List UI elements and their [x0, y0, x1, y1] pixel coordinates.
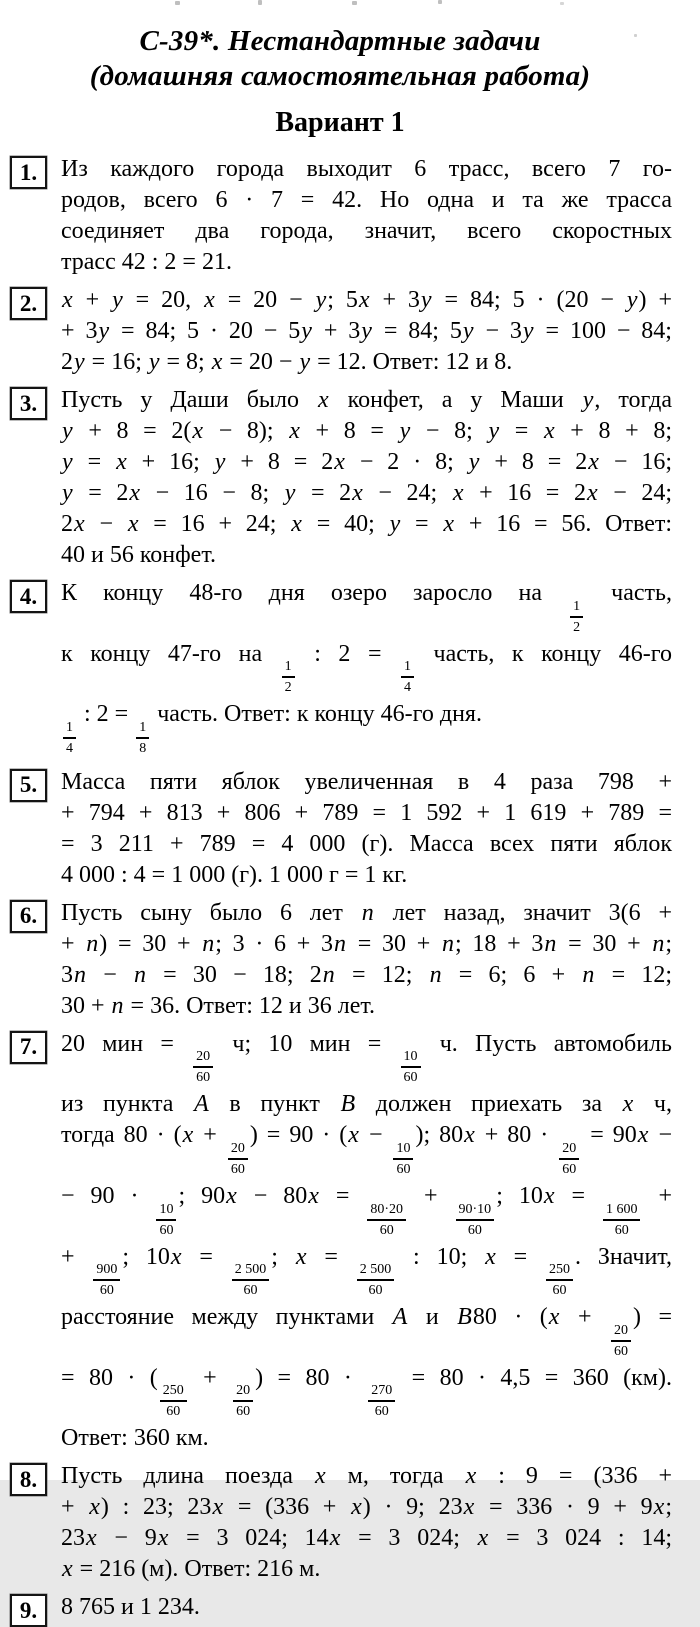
scan-artifact	[175, 1, 180, 5]
math-variable: y	[626, 287, 638, 313]
fraction-numerator: 80·20	[367, 1202, 406, 1221]
solution-line: Масса пяти яблок увеличенная в 4 раза 798 +	[61, 768, 672, 795]
solution-line: + 3y = 84; 5 · 20 − 5y + 3y = 84; 5y − 3y = 100 − 84;	[61, 318, 672, 344]
fraction-numerator: 10	[393, 1141, 413, 1160]
fraction	[193, 1049, 213, 1085]
math-variable: y	[488, 418, 500, 444]
fraction-numerator: 20	[559, 1141, 579, 1160]
problem-number: 7.	[19, 1034, 38, 1060]
math-variable: x	[637, 1122, 649, 1149]
problem-number-box	[10, 900, 47, 933]
variant-heading: Вариант 1	[275, 107, 405, 138]
problem-number: 1.	[19, 159, 38, 185]
math-variable: x	[588, 449, 599, 475]
problem-number-box	[10, 387, 47, 420]
fraction-denominator: 60	[374, 1404, 389, 1420]
math-variable: x	[127, 511, 139, 537]
fraction	[136, 720, 149, 756]
problem-solution-text	[61, 1029, 672, 1455]
solution-line: Пусть сыну было 6 лет n лет назад, значит 3(6 +	[61, 899, 672, 926]
math-variable: x	[465, 1463, 477, 1490]
solution-line: соединяет два города, значит, всего скоростных	[61, 218, 672, 244]
fraction-numerator: 1	[136, 720, 149, 739]
math-variable: x	[89, 1494, 100, 1521]
math-variable: y	[468, 449, 480, 475]
problem-item-5	[8, 767, 672, 891]
fraction-denominator: 60	[613, 1343, 628, 1359]
problem-item-4	[8, 578, 672, 760]
scan-artifact	[352, 1, 357, 5]
solution-line: 2x − x = 16 + 24; x = 40; y = x + 16 = 56. Ответ:	[61, 511, 673, 537]
problem-number-box	[10, 580, 47, 613]
problem-solution-text	[61, 1461, 672, 1585]
fraction	[63, 720, 76, 756]
math-variable: n	[322, 961, 335, 988]
problem-number-box	[10, 769, 47, 802]
math-variable: x	[157, 1525, 169, 1552]
math-variable: x	[586, 480, 598, 506]
fraction	[559, 1141, 579, 1177]
fraction	[357, 1262, 395, 1298]
math-variable: x	[334, 449, 345, 475]
scan-artifact	[560, 2, 564, 5]
fraction-numerator: 20	[228, 1141, 248, 1160]
fraction-numerator: 1 600	[603, 1202, 641, 1221]
fraction	[160, 1383, 187, 1419]
problem-number: 5.	[19, 772, 38, 798]
problem-item-6	[8, 898, 672, 1022]
solution-line: 3n − n = 30 − 18; 2n = 12; n = 6; 6 + n = 12;	[61, 961, 673, 988]
solution-line: 2y = 16; y = 8; x = 20 − y = 12. Ответ: 12 и 8.	[61, 349, 513, 375]
solution-line: y = x + 16; y + 8 = 2x − 2 · 8; y + 8 = 2x − 16;	[62, 449, 672, 475]
scan-artifact	[438, 0, 442, 4]
solution-line: = 3 211 + 789 = 4 000 (г). Масса всех пяти яблок	[61, 830, 672, 857]
math-variable: x	[86, 1525, 97, 1552]
fraction-numerator: 900	[93, 1262, 120, 1281]
math-variable: y	[112, 287, 123, 313]
fraction	[232, 1262, 270, 1298]
math-variable: y	[98, 318, 110, 344]
solution-line: родов, всего 6 · 7 = 42. Но одна и та же трасса	[61, 187, 672, 213]
solution-line: из пункта A в пункт B должен приехать за x ч,	[61, 1091, 672, 1118]
math-variable: n	[74, 961, 86, 988]
solution-line: Ответ: 360 км.	[61, 1425, 209, 1452]
math-variable: n	[111, 992, 124, 1019]
problem-item-9	[8, 1592, 672, 1627]
fraction-numerator: 90·10	[456, 1202, 495, 1221]
math-variable: B	[340, 1091, 356, 1118]
problem-number-box	[10, 1594, 47, 1627]
math-variable: A	[392, 1304, 408, 1331]
math-variable: x	[548, 1304, 560, 1331]
math-variable: x	[622, 1091, 634, 1118]
solution-line: 40 и 56 конфет.	[61, 542, 217, 568]
solution-line: 23x − 9x = 3 024; 14x = 3 024; x = 3 024 : 14;	[61, 1525, 673, 1552]
fraction-numerator: 2 500	[232, 1262, 270, 1281]
problem-solution-text	[61, 154, 672, 278]
fraction-denominator: 60	[236, 1404, 251, 1420]
fraction-denominator: 60	[379, 1222, 394, 1238]
solution-line: + $\frac{900}{60}$ ; 10x = $\frac{2 500}{60}$ ; x = $\frac{2 500}{60}$ : 10; x = $\frac{250}{60}$ . Значит,	[61, 1243, 672, 1299]
math-variable: x	[291, 511, 302, 537]
fraction	[233, 1383, 253, 1419]
fraction	[570, 599, 583, 635]
fraction	[603, 1202, 641, 1238]
math-variable: x	[204, 287, 215, 313]
fraction-numerator: 10	[401, 1049, 421, 1068]
math-variable: x	[485, 1243, 496, 1270]
fraction-numerator: 10	[156, 1202, 176, 1221]
problem-solution-text	[61, 578, 672, 760]
math-variable: x	[62, 287, 73, 313]
solution-line: = 80 · ( $\frac{250}{60}$ + $\frac{20}{60}$ ) = 80 · $\frac{270}{60}$ = 80 · 4,5 = 360 (км).	[61, 1364, 672, 1420]
fraction	[456, 1202, 495, 1238]
fraction-denominator: 60	[166, 1404, 181, 1420]
math-variable: y	[74, 349, 85, 375]
fraction-denominator: 60	[467, 1222, 482, 1238]
math-variable: y	[299, 349, 311, 375]
fraction-denominator: 60	[230, 1161, 245, 1177]
math-variable: x	[464, 1122, 475, 1149]
solution-line: + n) = 30 + n; 3 · 6 + 3n = 30 + n; 18 + 3n = 30 + n;	[61, 930, 673, 957]
math-variable: y	[399, 418, 411, 444]
fraction	[93, 1262, 120, 1298]
math-variable: y	[582, 387, 594, 413]
solution-line: x = 216 (м). Ответ: 216 м.	[62, 1556, 321, 1583]
worksheet-title	[8, 24, 672, 94]
problem-number: 3.	[19, 390, 38, 416]
problem-item-8	[8, 1461, 672, 1585]
solution-line: расстояние между пунктами A и B80 · (x + $\frac{20}{60}$ ) =	[61, 1304, 673, 1359]
solution-line: 20 мин = $\frac{20}{60}$ ч; 10 мин = $\frac{10}{60}$ ч. Пусть автомобиль	[61, 1030, 672, 1086]
fraction-numerator: 20	[611, 1323, 631, 1342]
problem-number-box	[10, 156, 47, 189]
math-variable: x	[295, 1243, 307, 1270]
problem-item-7	[8, 1029, 672, 1455]
solutions-list	[8, 154, 672, 1627]
fraction-numerator: 1	[401, 659, 414, 678]
math-variable: x	[443, 511, 455, 537]
scan-artifact	[634, 34, 637, 37]
math-variable: x	[226, 1182, 237, 1209]
math-variable: y	[315, 287, 327, 313]
math-variable: n	[442, 930, 454, 957]
problem-number: 8.	[19, 1466, 38, 1492]
fraction-denominator: 8	[139, 740, 147, 756]
math-variable: y	[420, 287, 432, 313]
solution-line: К концу 48-го дня озеро заросло на $\frac{1}{2}$ часть,	[61, 580, 672, 635]
math-variable: n	[202, 930, 215, 957]
math-variable: x	[352, 480, 363, 506]
fraction-denominator: 60	[614, 1222, 629, 1238]
math-variable: y	[148, 349, 160, 375]
fraction-numerator: 1	[282, 659, 295, 678]
solution-line: $\frac{1}{4}$ : 2 = $\frac{1}{8}$ часть. Ответ: к концу 46-го дня.	[61, 699, 672, 760]
math-variable: y	[62, 418, 73, 444]
solution-line: − 90 · $\frac{10}{60}$ ; 90x − 80x = $\frac{80\cdot 20}{60}$ + $\frac{90\cdot 10}{60}$ ; 10x = $\frac{1 600}{60}$ +	[61, 1182, 672, 1238]
solution-line: 30 + n = 36. Ответ: 12 и 36 лет.	[61, 992, 376, 1019]
math-variable: x	[351, 1494, 362, 1521]
problem-number: 4.	[19, 583, 38, 609]
solution-line: Пусть длина поезда x м, тогда x : 9 = (336 +	[61, 1463, 673, 1490]
solution-line: y + 8 = 2(x − 8); x + 8 = y − 8; y = x + 8 + 8;	[62, 418, 672, 444]
fraction-denominator: 60	[243, 1283, 258, 1299]
solution-line: x + y = 20, x = 20 − y; 5x + 3y = 84; 5 · (20 − y) +	[62, 287, 672, 313]
math-variable: y	[284, 480, 296, 506]
fraction-numerator: 1	[63, 720, 76, 739]
math-variable: x	[308, 1182, 319, 1209]
fraction	[401, 659, 414, 695]
math-variable: x	[318, 387, 329, 413]
fraction-denominator: 60	[196, 1070, 211, 1086]
math-variable: n	[429, 961, 442, 988]
math-variable: x	[170, 1243, 182, 1270]
fraction	[611, 1323, 631, 1359]
fraction-denominator: 60	[403, 1070, 418, 1086]
math-variable: x	[653, 1494, 665, 1521]
fraction-denominator: 60	[99, 1283, 114, 1299]
math-variable: x	[129, 480, 141, 506]
title-line-1: С-39*. Нестандартные задачи	[139, 25, 541, 57]
fraction	[393, 1141, 413, 1177]
fraction	[282, 659, 295, 695]
fraction	[401, 1049, 421, 1085]
math-variable: x	[211, 349, 223, 375]
problem-solution-text	[61, 1592, 672, 1623]
math-variable: n	[361, 899, 374, 926]
solution-line: + x) : 23; 23x = (336 + x) · 9; 23x = 336 · 9 + 9x;	[61, 1494, 672, 1521]
math-variable: x	[289, 418, 300, 444]
fraction-denominator: 4	[404, 680, 412, 696]
fraction-denominator: 60	[368, 1283, 383, 1299]
math-variable: x	[452, 480, 464, 506]
fraction-numerator: 250	[160, 1383, 187, 1402]
math-variable: n	[334, 930, 347, 957]
solution-line: Из каждого города выходит 6 трасс, всего 7 го-	[61, 156, 672, 182]
math-variable: n	[544, 930, 557, 957]
math-variable: B	[457, 1304, 472, 1331]
math-variable: x	[314, 1463, 326, 1490]
math-variable: n	[652, 930, 665, 957]
solution-line: y = 2x − 16 − 8; y = 2x − 24; x + 16 = 2x − 24;	[62, 480, 673, 506]
problem-item-1	[8, 154, 672, 278]
fraction	[156, 1202, 176, 1238]
math-variable: n	[86, 930, 99, 957]
math-variable: y	[301, 318, 312, 344]
math-variable: x	[477, 1525, 489, 1552]
math-variable: y	[214, 449, 226, 475]
math-variable: y	[62, 449, 73, 475]
problem-number-box	[10, 287, 47, 320]
math-variable: y	[522, 318, 534, 344]
problem-solution-text	[61, 898, 672, 1022]
math-variable: n	[133, 961, 146, 988]
fraction-numerator: 270	[368, 1383, 395, 1402]
solution-line: 4 000 : 4 = 1 000 (г). 1 000 г = 1 кг.	[61, 861, 408, 888]
problem-solution-text	[61, 285, 672, 378]
solution-line: тогда 80 · (x + $\frac{20}{60}$ ) = 90 · (x − $\frac{10}{60}$ ); 80x + 80 · $\frac{20}{60}$ = 90x −	[61, 1122, 672, 1177]
problem-solution-text	[61, 767, 672, 891]
math-variable: x	[182, 1122, 194, 1149]
math-variable: y	[361, 318, 372, 344]
fraction-numerator: 250	[546, 1262, 573, 1281]
solution-line: Пусть у Даши было x конфет, а у Маши y, тогда	[61, 387, 673, 413]
solution-line: + 794 + 813 + 806 + 789 = 1 592 + 1 619 + 789 =	[61, 799, 672, 826]
solution-line: трасс 42 : 2 = 21.	[61, 249, 232, 275]
fraction-denominator: 2	[284, 680, 292, 696]
math-variable: x	[543, 1182, 555, 1209]
fraction-numerator: 1	[570, 599, 583, 618]
math-variable: x	[212, 1494, 224, 1521]
fraction-numerator: 20	[193, 1049, 213, 1068]
fraction-denominator: 60	[552, 1283, 567, 1299]
math-variable: x	[329, 1525, 341, 1552]
math-variable: x	[543, 418, 555, 444]
problem-item-2	[8, 285, 672, 378]
math-variable: y	[389, 511, 401, 537]
fraction-numerator: 2 500	[357, 1262, 395, 1281]
problem-number-box	[10, 1031, 47, 1064]
math-variable: x	[192, 418, 204, 444]
fraction-denominator: 4	[66, 740, 73, 756]
math-variable: x	[463, 1494, 475, 1521]
math-variable: y	[62, 480, 73, 506]
fraction	[546, 1262, 573, 1298]
math-variable: n	[582, 961, 595, 988]
solution-line: 8 765 и 1 234.	[61, 1594, 200, 1621]
fraction-denominator: 60	[562, 1161, 577, 1177]
fraction	[367, 1202, 406, 1238]
problem-number: 9.	[19, 1597, 38, 1623]
fraction-denominator: 2	[573, 619, 581, 635]
fraction-denominator: 60	[396, 1161, 411, 1177]
title-line-2: (домашняя самостоятельная работа)	[89, 60, 591, 92]
math-variable: x	[62, 1556, 73, 1583]
math-variable: A	[194, 1091, 209, 1118]
problem-number: 2.	[19, 290, 38, 316]
math-variable: x	[348, 1122, 359, 1149]
problem-number: 6.	[19, 903, 38, 929]
problem-item-3	[8, 385, 672, 571]
math-variable: y	[462, 318, 474, 344]
math-variable: x	[74, 511, 85, 537]
fraction-denominator: 60	[159, 1222, 174, 1238]
problem-number-box	[10, 1463, 47, 1496]
scan-artifact	[258, 0, 262, 5]
fraction-numerator: 20	[233, 1383, 253, 1402]
math-variable: x	[116, 449, 127, 475]
problem-solution-text	[61, 385, 672, 571]
fraction	[228, 1141, 248, 1177]
solution-line: к концу 47-го на $\frac{1}{2}$ : 2 = $\frac{1}{4}$ часть, к концу 46-го	[61, 640, 672, 696]
math-variable: x	[358, 287, 370, 313]
fraction	[368, 1383, 395, 1419]
